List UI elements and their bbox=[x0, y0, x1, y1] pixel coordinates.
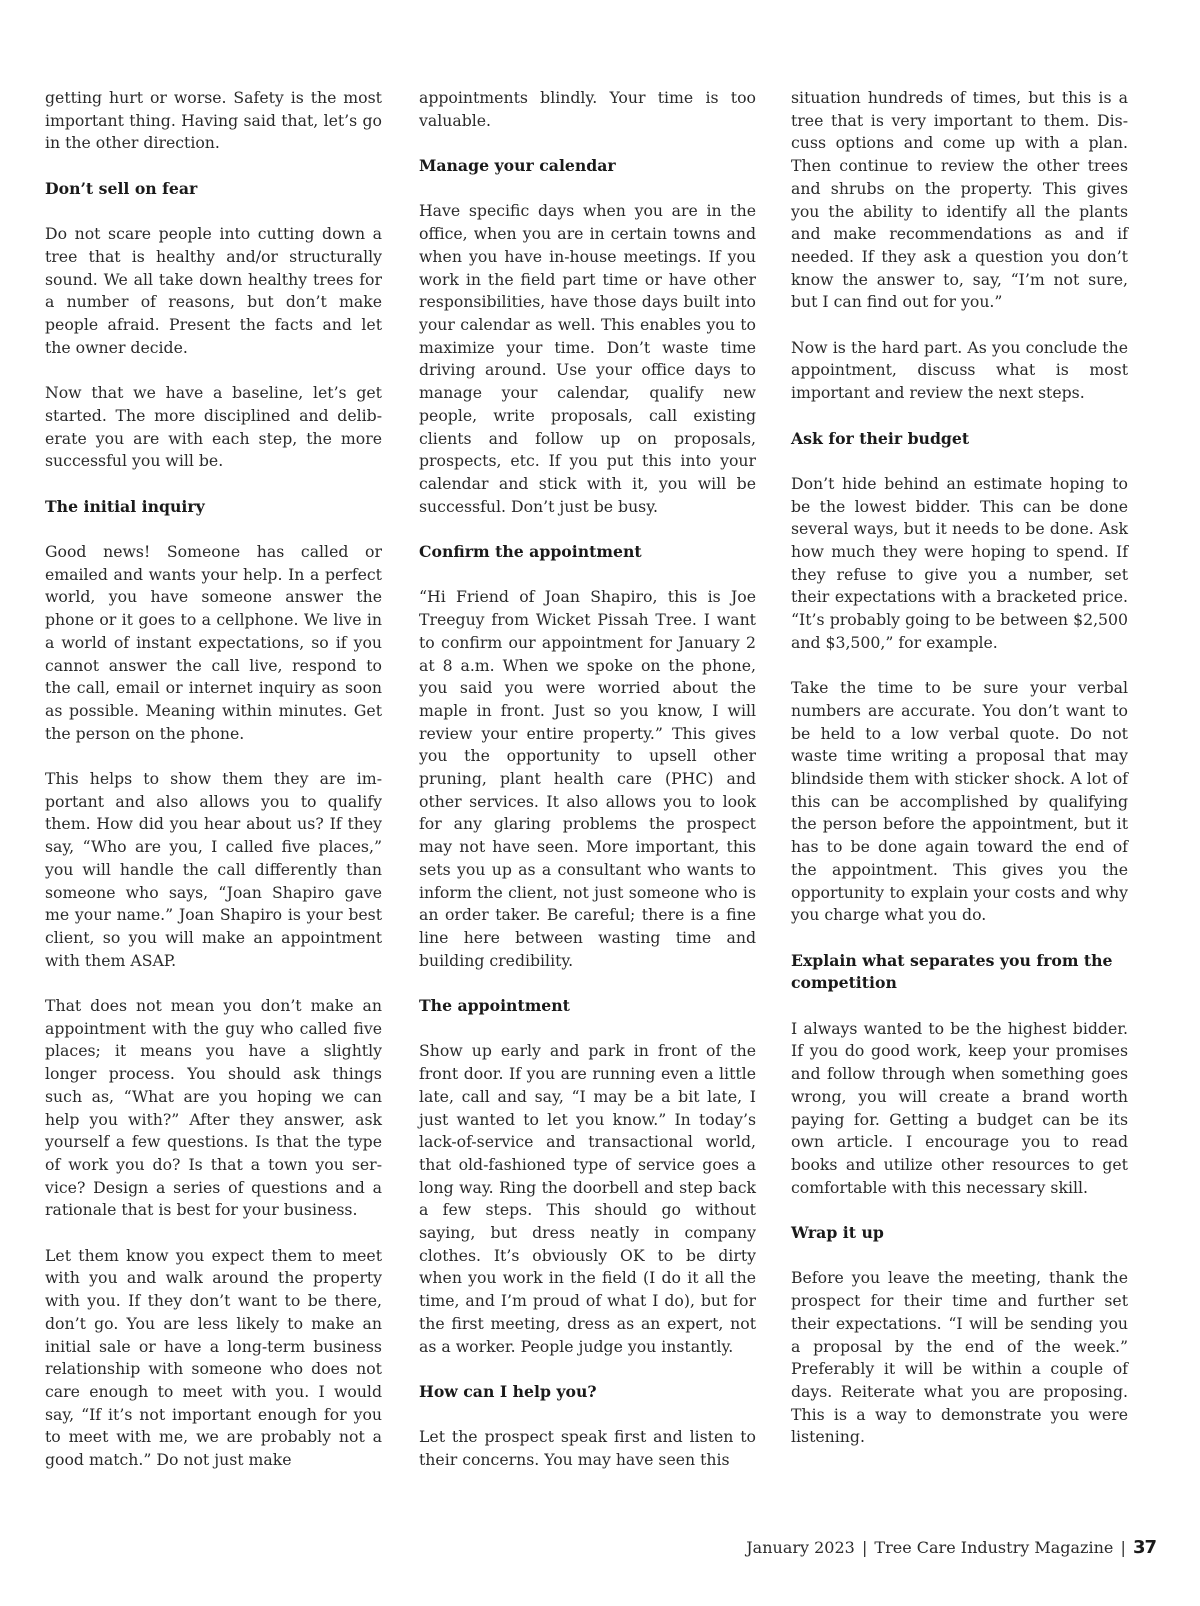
body-paragraph: Do not scare people into cutting down a tree that is healthy and/or structurally sound. We all take down healthy trees for a number of reasons, but don’t make people afraid. Present the facts and let the owner decide. bbox=[45, 224, 382, 357]
section-heading: Wrap it up bbox=[791, 1223, 884, 1243]
body-paragraph: That does not mean you don’t make an appointment with the guy who called five places; it means you have a slightly longer process. You should ask things such as, “What are you hoping we can help you with?” After they answer, ask yourself a few questions. Is that the type of work you do? Is that a town you service? Design a series of questions and a rationale that is best for your business. bbox=[45, 996, 382, 1220]
body-paragraph: Don’t hide behind an estimate hoping to be the lowest bidder. This can be done several ways, but it needs to be done. Ask how much they were hoping to spend. If they refuse to give you a number, set their expectations with a bracketed price. “It’s probably going to be between $2,500 and $3,500,” for example. bbox=[791, 473, 1128, 652]
footer-separator: | bbox=[861, 1538, 868, 1557]
body-paragraph: I always wanted to be the highest bidder. If you do good work, keep your promises and follow through when something goes wrong, you will create a brand worth paying for. Getting a budget can be its own article. I encourage you to read books and utilize other resources to get comfortable with this necessary skill. bbox=[791, 1018, 1128, 1197]
body-paragraph: Take the time to be sure your verbal numbers are accurate. You don’t want to be held to a low verbal quote. Do not waste time writing a proposal that may blindside them with sticker shock. A lot of this can be accomplished by qualifying the person before the appointment, but it has to be done again toward the end of the appointment. This gives you the opportunity to explain your costs and why you charge what you do. bbox=[791, 678, 1128, 925]
body-paragraph: Now that we have a baseline, let’s get started. The more disciplined and deliberate you are with each step, the more successful you will be. bbox=[45, 383, 382, 471]
section-heading: Explain what separates you from the competition bbox=[791, 950, 1113, 993]
footer-separator: | bbox=[1120, 1538, 1126, 1557]
page-number: 37 bbox=[1132, 1537, 1156, 1558]
body-paragraph: Now is the hard part. As you conclude the appointment, discuss what is most important and review the next steps. bbox=[791, 337, 1128, 403]
section-heading: Confirm the appointment bbox=[419, 542, 642, 562]
footer-publication: Tree Care Industry Magazine bbox=[874, 1538, 1114, 1557]
section-heading: Ask for their budget bbox=[791, 428, 970, 448]
section-heading: Manage your calendar bbox=[419, 156, 616, 176]
section-heading: The appointment bbox=[419, 996, 570, 1016]
body-paragraph: Let them know you expect them to meet with you and walk around the property with you. If they don’t want to be there, don’t go. You are less likely to make an initial sale or have a long-term business relationship with someone who does not care enough to meet with you. I would say, “If it’s not important enough for you to meet with me, we are probably not a good match.” Do not just make bbox=[45, 1245, 382, 1470]
body-paragraph: Show up early and park in front of the front door. If you are running even a little late, call and say, “I may be a bit late, I just wanted to let you know.” In today’s lack-of-service and transactional world, that old-fashioned type of service goes a long way. Ring the doorbell and step back a few steps. This should go without saying, but dress neatly in company clothes. It’s obviously OK to be dirty when you work in the field (I do it all the time, and I’m proud of what I do), but for the first meeting, dress as an expert, not as a worker. People judge you instantly. bbox=[419, 1041, 756, 1356]
body-paragraph: “Hi Friend of Joan Shapiro, this is Joe Treeguy from Wicket Pissah Tree. I want to confirm our appointment for January 2 at 8 a.m. When we spoke on the phone, you said you were worried about the maple in front. Just so you know, I will review your entire property.” This gives you the opportunity to upsell other pruning, plant health care (PHC) and other services. It also allows you to look for any glaring problems the prospect may not have seen. More important, this sets you up as a consultant who wants to inform the client, not just someone who is an order taker. Be careful; there is a fine line here between wasting time and building credibility. bbox=[419, 587, 756, 970]
body-paragraph: situation hundreds of times, but this is a tree that is very important to them. Discuss options and come up with a plan. Then continue to review the other trees and shrubs on the property. This gives you the ability to identify all the plants and make recommendations as and if needed. If they ask a question you don’t know the answer to, say, “I’m not sure, but I can find out for you.” bbox=[791, 88, 1128, 312]
section-heading: Don’t sell on fear bbox=[45, 178, 198, 198]
footer-date: January 2023 bbox=[746, 1538, 855, 1557]
body-paragraph: Good news! Someone has called or emailed and wants your help. In a perfect world, you have someone answer the phone or it goes to a cellphone. We live in a world of instant expectations, so if you cannot answer the call live, respond to the call, email or internet inquiry as soon as possible. Meaning within minutes. Get the person on the phone. bbox=[45, 541, 382, 743]
body-paragraph: Before you leave the meeting, thank the prospect for their time and further set their expectations. “I will be sending you a proposal by the end of the week.” Preferably it will be within a couple of days. Reiterate what you are proposing. This is a way to demonstrate you were listening. bbox=[791, 1268, 1128, 1447]
article-column-1 bbox=[45, 87, 382, 1494]
section-heading: How can I help you? bbox=[419, 1381, 597, 1401]
body-paragraph: Let the prospect speak first and listen to their concerns. You may have seen this bbox=[419, 1427, 756, 1470]
article-column-2 bbox=[419, 87, 756, 1494]
body-paragraph: appointments blindly. Your time is too valuable. bbox=[419, 88, 756, 130]
article-column-3 bbox=[791, 87, 1128, 1472]
body-paragraph: getting hurt or worse. Safety is the most important thing. Having said that, let’s go in the other direction. bbox=[45, 88, 382, 153]
page-footer bbox=[746, 1536, 1156, 1560]
section-heading: The initial inquiry bbox=[45, 496, 205, 516]
body-paragraph: Have specific days when you are in the office, when you are in certain towns and when you have in-house meetings. If you work in the field part time or have other responsibilities, have those days built into your calendar as well. This enables you to maximize your time. Don’t waste time driving around. Use your office days to manage your calendar, qualify new people, write proposals, call existing clients and follow up on proposals, prospects, etc. If you put this into your calendar and stick with it, you will be successful. Don’t just be busy. bbox=[419, 201, 756, 516]
body-paragraph: This helps to show them they are important and also allows you to qualify them. How did you hear about us? If they say, “Who are you, I called five places,” you will handle the call differently than someone who says, “Joan Shapiro gave me your name.” Joan Shapiro is your best client, so you will make an appointment with them ASAP. bbox=[45, 769, 382, 970]
